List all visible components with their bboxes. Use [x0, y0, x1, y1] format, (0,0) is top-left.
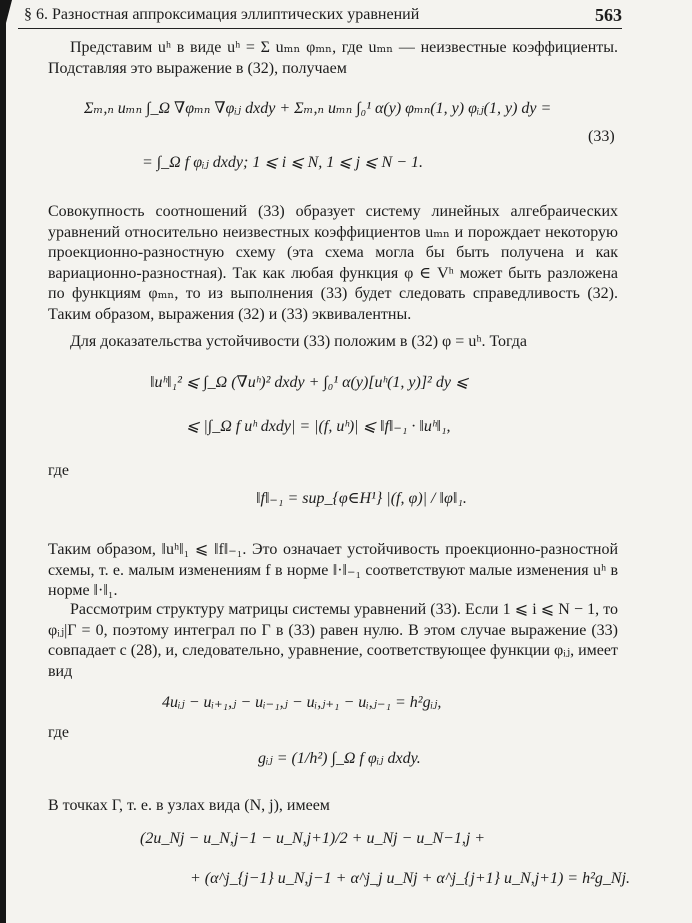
- equation-boundary-line2: + (α^j_{j−1} u_N,j−1 + α^j_j u_Nj + α^j_{j+1} u_N,j+1) = h²g_Nj.: [190, 870, 631, 887]
- equation-stability-line1: ‖uʰ‖₁² ⩽ ∫_Ω (∇uʰ)² dxdy + ∫₀¹ α(y)[uʰ(1, y)]² dy ⩽: [150, 374, 469, 391]
- paragraph-system: Совокупность соотношений (33) образует систему линейных алгебраических уравнений относительно неизвестных коэффициентов uₘₙ и порождает некоторую проекционно-разностную схему (эта схема могла бы быть получена и как вариационно-разностная). Так как любая функция φ ∈ Vʰ может быть разложена по функциям φₘₙ, то из выполнения (33) будет следовать справедливость (32). Таким образом, выражения (32) и (33) эквивалентны.: [48, 203, 619, 323]
- page-number: 563: [595, 5, 622, 25]
- equation-difference: 4uᵢⱼ − uᵢ₊₁,ⱼ − uᵢ₋₁,ⱼ − uᵢ,ⱼ₊₁ − uᵢ,ⱼ₋₁ = h²gᵢⱼ,: [162, 694, 442, 711]
- equation-stability-line2: ⩽ |∫_Ω f uʰ dxdy| = |(f, uʰ)| ⩽ ‖f‖₋₁ · ‖uʰ‖₁,: [186, 418, 451, 435]
- running-head: § 6. Разностная аппроксимация эллиптических уравнений: [24, 6, 420, 23]
- paragraph-represent: Представим uʰ в виде uʰ = Σ uₘₙ φₘₙ, где uₘₙ — неизвестные коэффициенты. Подставляя это выражение в (32), получаем: [48, 39, 618, 77]
- equation-boundary-line1: (2u_Nj − u_N,j−1 − u_N,j+1)/2 + u_Nj − u_N−1,j +: [140, 830, 486, 847]
- paragraph-conclusion: Таким образом, ‖uʰ‖₁ ⩽ ‖f‖₋₁. Это означает устойчивость проекционно-разностной схемы, т. е. малым изменениям f в норме ‖·‖₋₁ соответствуют малые изменения uʰ в норме ‖·‖₁.: [48, 541, 618, 600]
- equation-norm-definition: ‖f‖₋₁ = sup_{φ∈H¹} |(f, φ)| / ‖φ‖₁.: [256, 490, 467, 507]
- paragraph-boundary-points: В точках Γ, т. е. в узлах вида (N, j), имеем: [48, 797, 330, 814]
- paragraph-matrix-structure: Рассмотрим структуру матрицы системы уравнений (33). Если 1 ⩽ i ⩽ N − 1, то φᵢⱼ|Γ = 0, поэтому интеграл по Γ в (33) равен нулю. В этом случае выражение (33) совпадает с (28), и, следовательно, уравнение, соответствующее функции φᵢⱼ, имеет вид: [48, 601, 618, 680]
- equation-33-line2: = ∫_Ω f φᵢⱼ dxdy; 1 ⩽ i ⩽ N, 1 ⩽ j ⩽ N − 1.: [142, 154, 423, 171]
- word-where-2: где: [48, 724, 70, 741]
- word-where-1: где: [48, 462, 70, 479]
- equation-g-definition: gᵢⱼ = (1/h²) ∫_Ω f φᵢⱼ dxdy.: [258, 750, 421, 767]
- equation-number-33: (33): [588, 128, 615, 145]
- page-header: [18, 4, 622, 29]
- binding-corner: [0, 0, 12, 46]
- paragraph-stability: Для доказательства устойчивости (33) положим в (32) φ = uʰ. Тогда: [70, 333, 528, 350]
- binding-shadow: [0, 0, 6, 923]
- equation-33-line1: Σₘ,ₙ uₘₙ ∫_Ω ∇φₘₙ ∇φᵢⱼ dxdy + Σₘ,ₙ uₘₙ ∫₀¹ α(y) φₘₙ(1, y) φᵢⱼ(1, y) dy =: [84, 100, 552, 117]
